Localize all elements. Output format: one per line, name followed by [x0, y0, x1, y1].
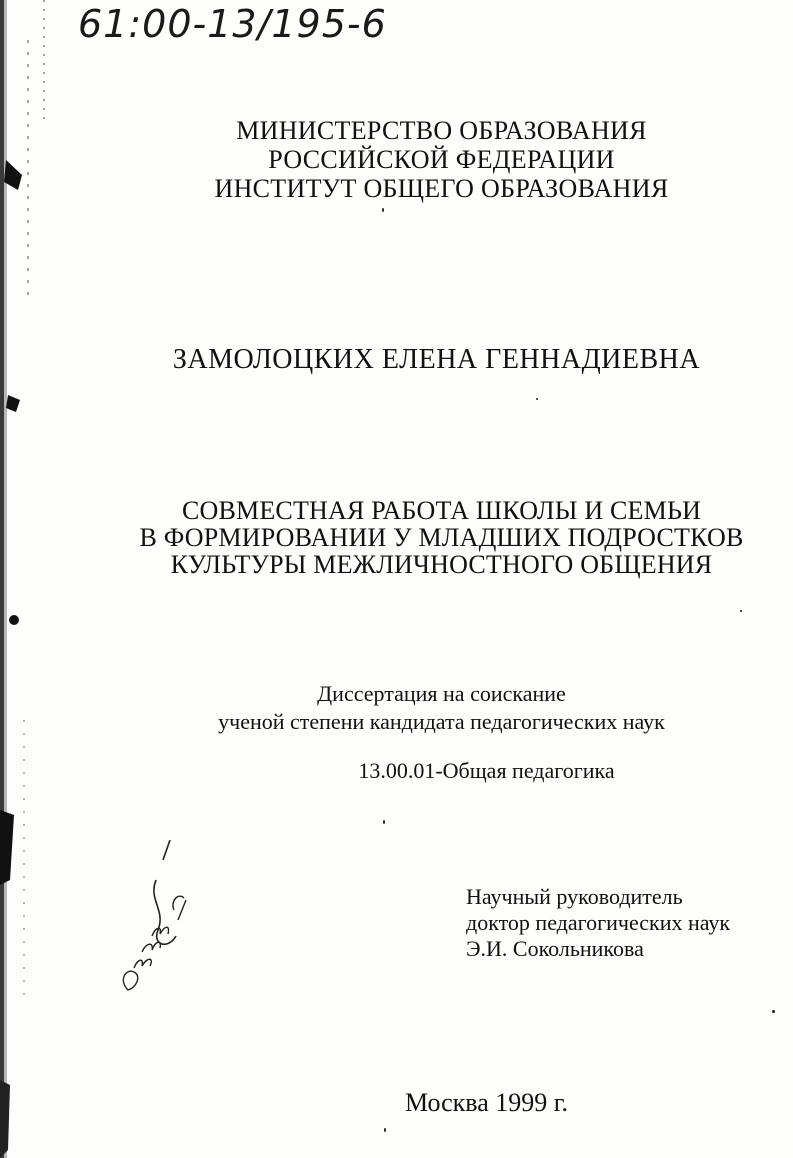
scan-speck	[383, 820, 385, 824]
degree-line-2: ученой степени кандидата педагогических наук	[218, 709, 665, 734]
institution-line-3: ИНСТИТУТ ОБЩЕГО ОБРАЗОВАНИЯ	[214, 174, 669, 203]
handwritten-note	[108, 840, 208, 1010]
institution-line-1: МИНИСТЕРСТВО ОБРАЗОВАНИЯ	[236, 116, 647, 145]
dissertation-title	[0, 497, 793, 578]
title-line-3: КУЛЬТУРЫ МЕЖЛИЧНОСТНОГО ОБЩЕНИЯ	[170, 550, 713, 579]
title-line-1: СОВМЕСТНАЯ РАБОТА ШКОЛЫ И СЕМЬИ	[181, 496, 702, 525]
supervisor-block	[466, 884, 730, 962]
supervisor-label: Научный руководитель	[466, 884, 683, 909]
degree-line-1: Диссертация на соискание	[317, 681, 566, 706]
dissertation-degree	[0, 680, 793, 736]
scan-speck	[536, 398, 538, 400]
scan-speck	[382, 208, 384, 212]
scan-speck	[772, 1010, 775, 1013]
supervisor-degree: доктор педагогических наук	[466, 910, 731, 935]
institution-block	[0, 116, 793, 203]
scan-speck	[740, 610, 742, 612]
title-line-2: В ФОРМИРОВАНИИ У МЛАДШИХ ПОДРОСТКОВ	[139, 523, 744, 552]
city-year: Москва 1999 г.	[405, 1088, 568, 1117]
catalog-number: 61:00-13/195-6	[78, 2, 387, 46]
specialty-code: 13.00.01-Общая педагогика	[358, 758, 615, 783]
scan-speck	[384, 1128, 386, 1132]
institution-line-2: РОССИЙСКОЙ ФЕДЕРАЦИИ	[268, 145, 615, 174]
supervisor-name: Э.И. Сокольникова	[466, 936, 644, 961]
author-name: ЗАМОЛОЦКИХ ЕЛЕНА ГЕННАДИЕВНА	[172, 344, 701, 375]
